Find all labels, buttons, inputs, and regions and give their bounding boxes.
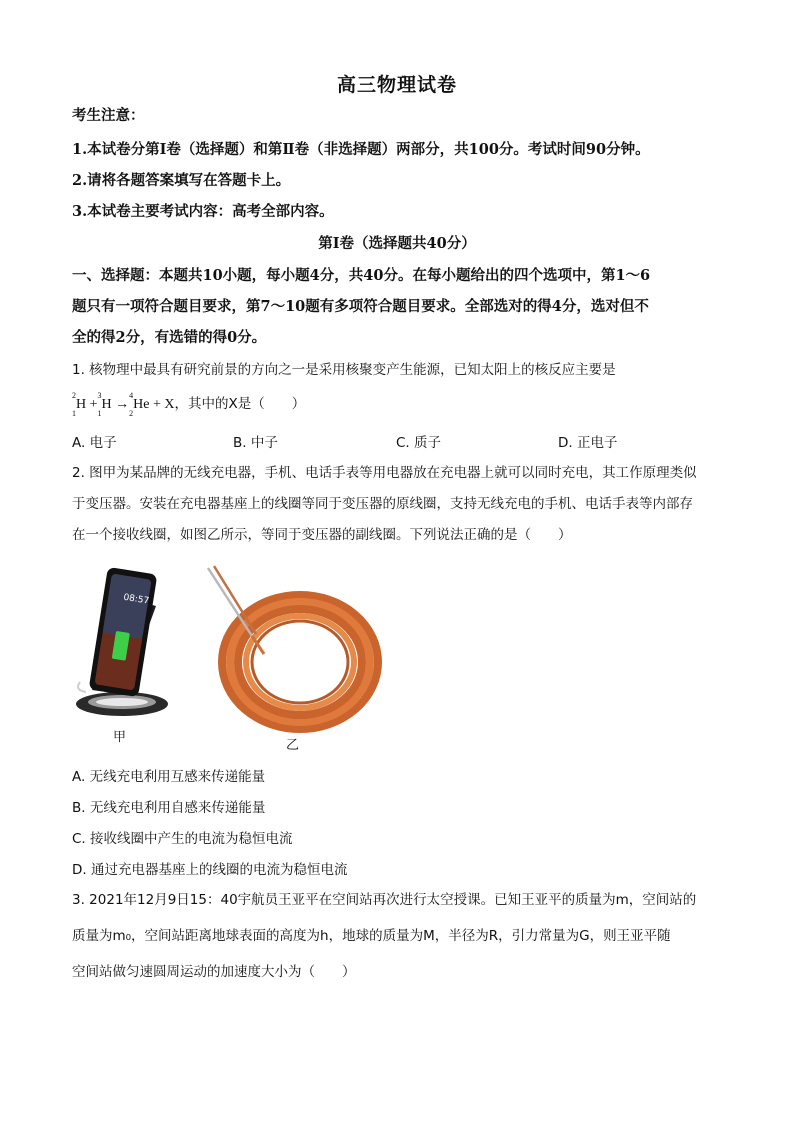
- q2-line-2: 于变压器。安装在充电器基座上的线圈等同于变压器的原线圈，支持无线充电的手机、电话手表等内部存: [72, 496, 693, 512]
- q2-option-c[interactable]: C. 接收线圈中产生的电流为稳恒电流: [72, 831, 293, 847]
- figure-label-jia: 甲: [113, 730, 127, 745]
- wireless-charger-illustration: [72, 562, 172, 722]
- q1-option-c[interactable]: C. 质子: [396, 435, 442, 451]
- q2-line-1: 2. 图甲为某品牌的无线充电器，手机、电话手表等用电器放在充电器上就可以同时充电，其工作原理类似: [72, 465, 697, 481]
- q3-line-3: 空间站做匀速圆周运动的加速度大小为（ ）: [72, 964, 356, 980]
- figure-label-yi: 乙: [286, 738, 300, 753]
- q1-option-b[interactable]: B. 中子: [233, 435, 278, 451]
- notice-heading: 考生注意：: [72, 107, 145, 124]
- notice-item-2: 2.请将各题答案填写在答题卡上。: [72, 172, 291, 189]
- receiving-coil-illustration: [190, 562, 390, 737]
- q2-option-b[interactable]: B. 无线充电利用自感来传递能量: [72, 800, 266, 816]
- page-title: 高三物理试卷: [336, 74, 457, 96]
- notice-item-3: 3.本试卷主要考试内容：高考全部内容。: [72, 203, 334, 220]
- q3-line-2: 质量为m₀，空间站距离地球表面的高度为h，地球的质量为M，半径为R，引力常量为G，则王亚平随: [72, 928, 671, 944]
- q1-option-d[interactable]: D. 正电子: [558, 435, 618, 451]
- q2-option-a[interactable]: A. 无线充电利用互感来传递能量: [72, 769, 266, 785]
- q2-option-d[interactable]: D. 通过充电器基座上的线圈的电流为稳恒电流: [72, 862, 348, 878]
- notice-item-1: 1.本试卷分第Ⅰ卷（选择题）和第Ⅱ卷（非选择题）两部分，共100分。考试时间90分钟。: [72, 141, 650, 158]
- q3-line-1: 3. 2021年12月9日15：40宇航员王亚平在空间站再次进行太空授课。已知王亚平的质量为m，空间站的: [72, 892, 697, 908]
- part1-title: 第Ⅰ卷（选择题共40分）: [318, 235, 476, 252]
- q2-line-3: 在一个接收线圈，如图乙所示，等同于变压器的副线圈。下列说法正确的是（ ）: [72, 527, 572, 543]
- q1-option-a[interactable]: A. 电子: [72, 435, 117, 451]
- section1-line-2: 题只有一项符合题目要求，第7～10题有多项符合题目要求。全部选对的得4分，选对但不: [72, 298, 649, 315]
- phone-time-text: 08:57: [122, 592, 150, 607]
- q1-stem: 1. 核物理中最具有研究前景的方向之一是采用核聚变产生能源，已知太阳上的核反应主要是: [72, 362, 616, 378]
- section1-line-3: 全的得2分，有选错的得0分。: [72, 329, 267, 346]
- q1-equation-tail: ，其中的X是（ ）: [174, 396, 306, 412]
- section1-line-1: 一、选择题：本题共10小题，每小题4分，共40分。在每小题给出的四个选项中，第1～6: [72, 267, 651, 284]
- q1-equation: $^2$ $_1$H +$^3$ $_1$H →$^4$ $_2$He + X，其中的X是（ ）: [72, 391, 306, 418]
